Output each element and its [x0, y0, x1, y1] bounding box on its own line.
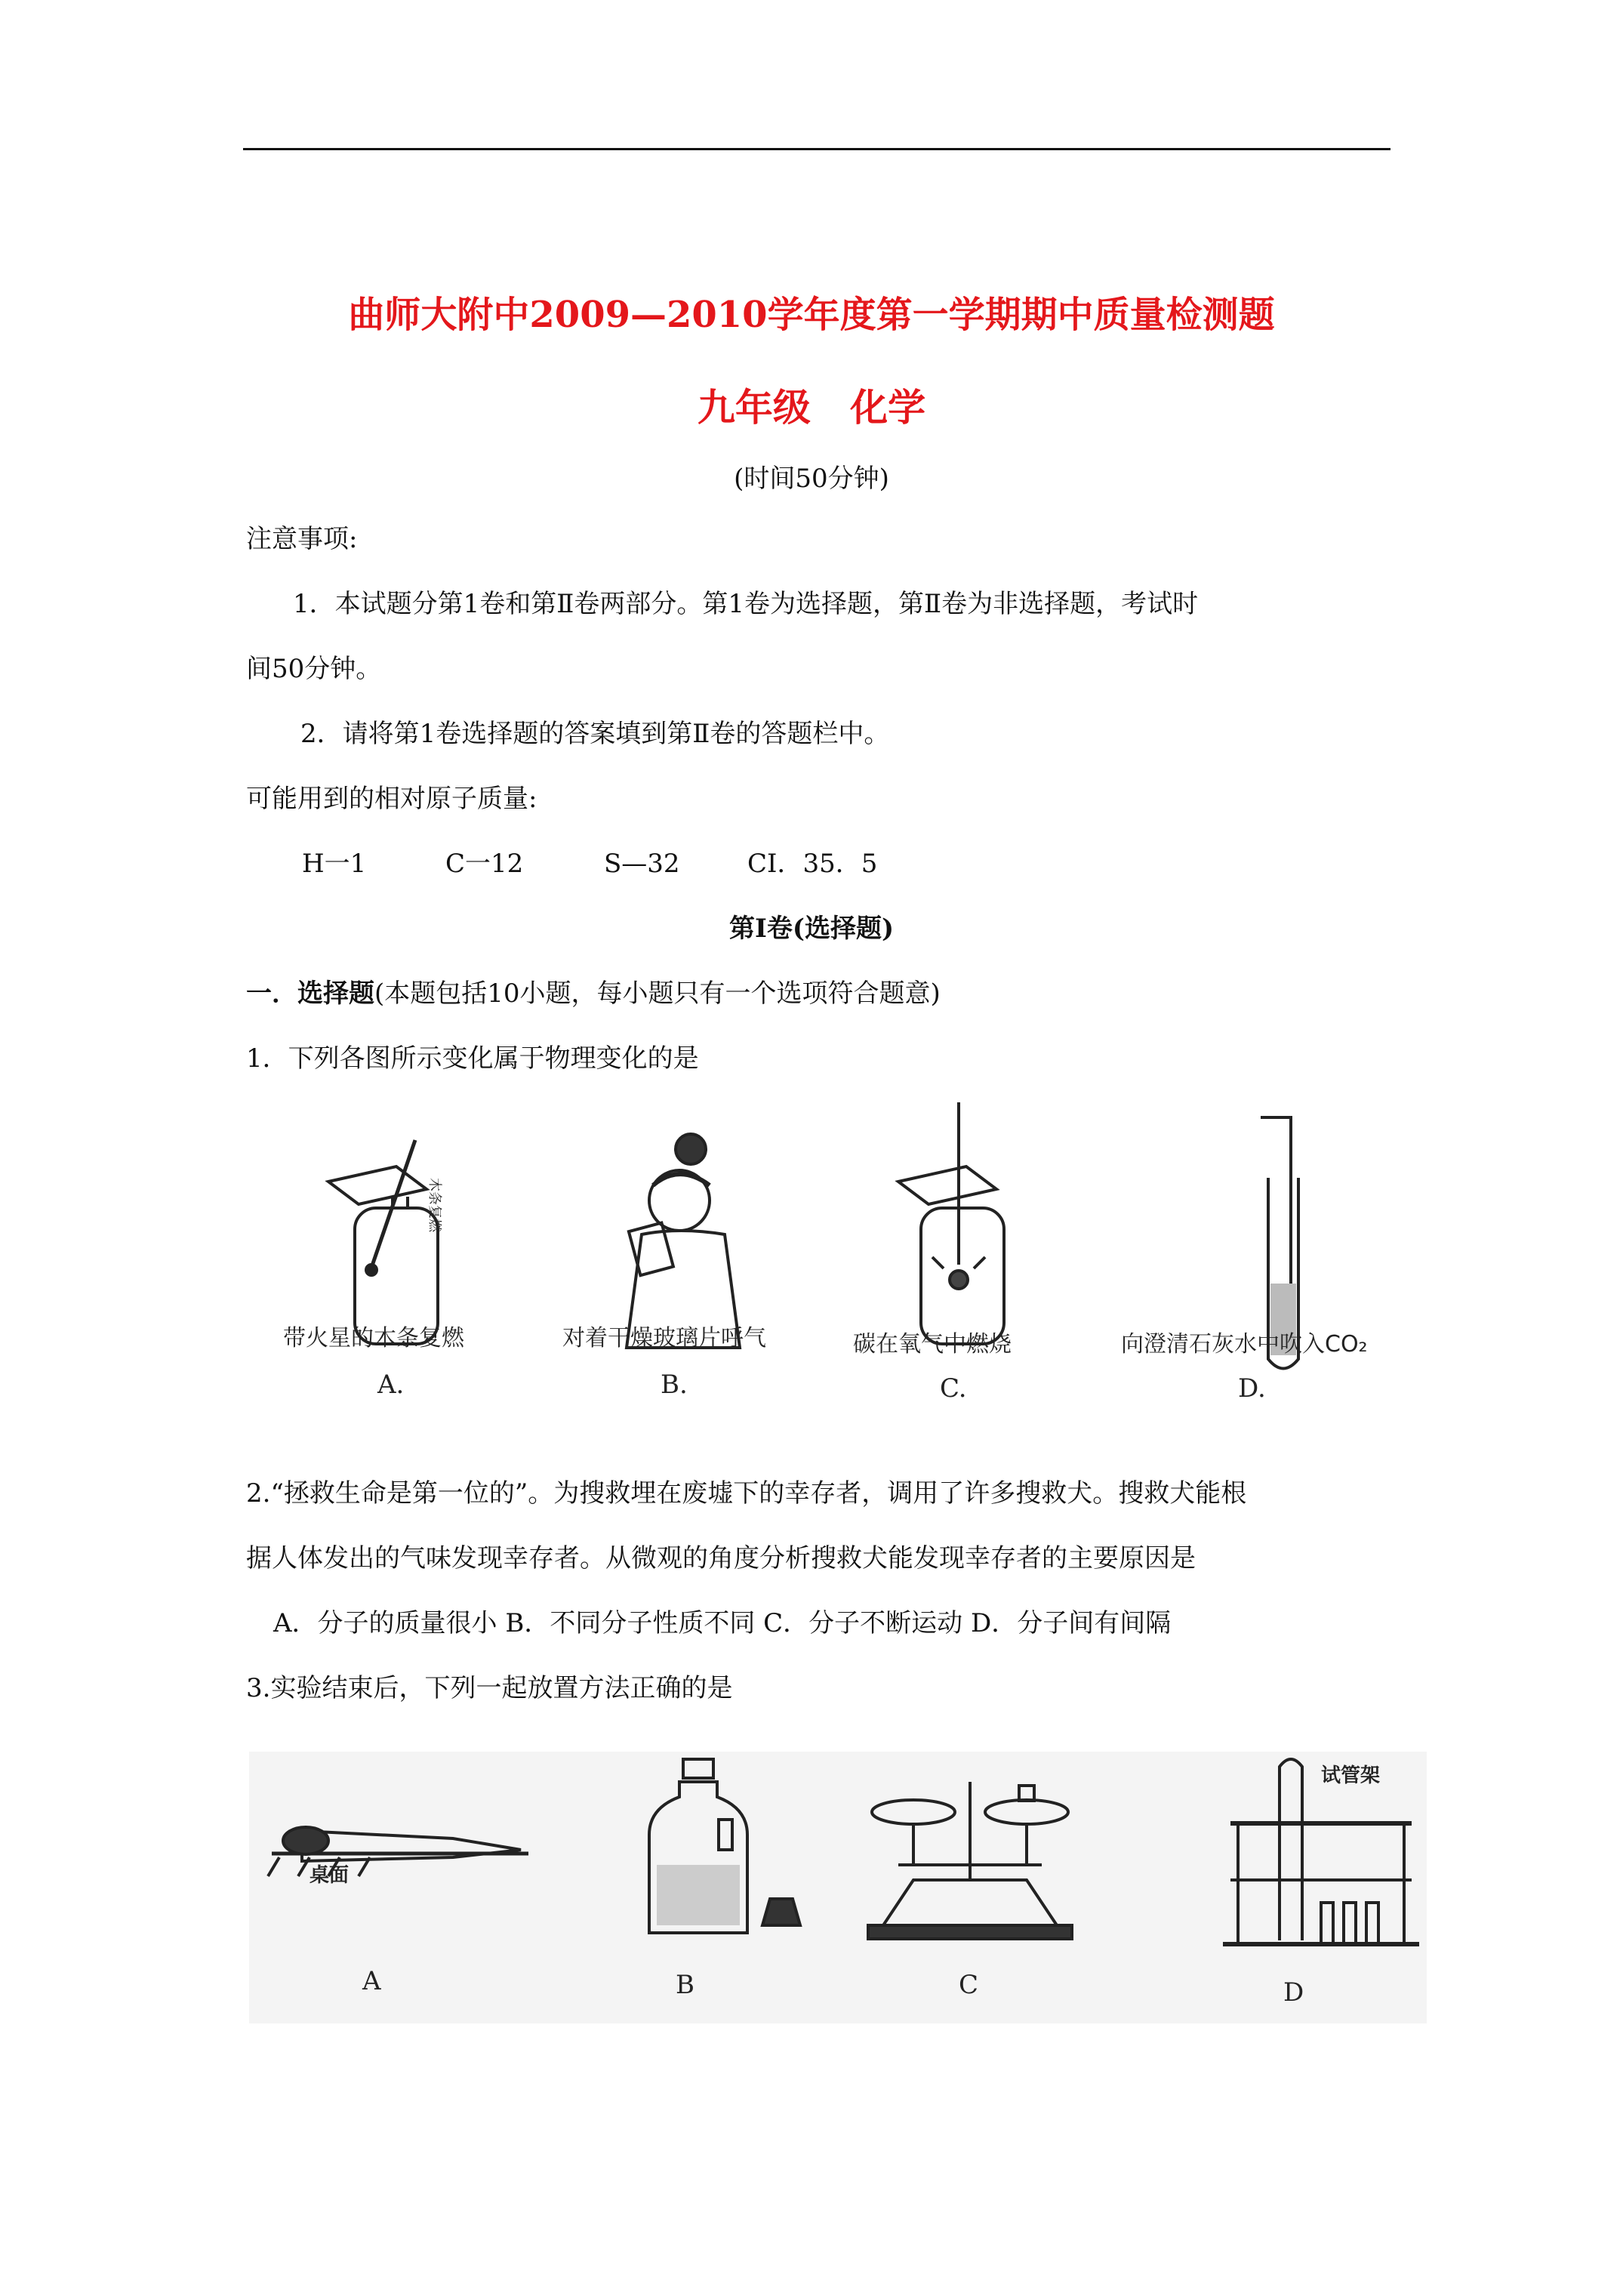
question-2-stem-line-2: 据人体发出的气味发现幸存者。从微观的角度分析搜救犬能发现幸存者的主要原因是: [246, 1543, 1196, 1573]
stick-label: 木条复燃: [427, 1178, 442, 1232]
exam-title: 曲师大附中2009—2010学年度第一学期期中质量检测题: [348, 294, 1275, 336]
exam-subtitle: 九年级 化学: [697, 385, 926, 430]
atomic-mass-heading: 可能用到的相对原子质量:: [246, 784, 537, 814]
q1-letter-c: C.: [940, 1373, 967, 1404]
table-label: 桌面: [310, 1864, 350, 1887]
q1-caption-b: 对着干燥玻璃片呼气: [562, 1325, 766, 1351]
section-heading: [246, 977, 941, 1010]
q1-caption-a: 带火星的木条复燃: [283, 1325, 464, 1351]
q1-caption-c: 碳在氧气中燃烧: [853, 1331, 1012, 1358]
girl-breathing-icon: [627, 1134, 740, 1348]
rack-label: 试管架: [1321, 1764, 1381, 1787]
section-note: (本题包括10小题，每小题只有一个选项符合题意): [374, 978, 941, 1009]
q1-letter-a: A.: [377, 1370, 405, 1400]
q3-letter-a: A: [362, 1966, 381, 1996]
q3-letter-d: D: [1283, 1977, 1304, 2008]
q1-caption-d: 向澄清石灰水中吹入CO₂: [1121, 1331, 1368, 1358]
question-2-stem-line-1: 2.“拯救生命是第一位的”。为搜救埋在废墟下的幸存者，调用了许多搜救犬。搜救犬能根: [246, 1478, 1247, 1509]
note-item-1-line-2: 间50分钟。: [246, 654, 382, 684]
atomic-mass-cl: CI．35．5: [747, 849, 878, 879]
atomic-mass-h: H一1: [302, 849, 367, 879]
q1-letter-b: B.: [661, 1370, 688, 1400]
exam-time: (时间50分钟): [734, 464, 889, 494]
atomic-mass-c: C一12: [445, 849, 524, 879]
q3-letter-c: C: [959, 1970, 979, 2000]
jar-with-stick-icon: [328, 1140, 438, 1344]
question-3-figure: [249, 1752, 1427, 2023]
atomic-mass-s: S—32: [604, 849, 680, 879]
question-1-figure: [257, 1095, 1397, 1412]
jar-burning-carbon-icon: [898, 1102, 1004, 1344]
part1-heading: 第Ⅰ卷(选择题): [728, 914, 895, 944]
notes-heading: 注意事项:: [246, 524, 358, 554]
q1-letter-d: D.: [1238, 1373, 1266, 1404]
figure-background: [249, 1752, 1427, 2023]
section-label: 一．选择题: [246, 978, 374, 1009]
question-1-stem: 1．下列各图所示变化属于物理变化的是: [246, 1043, 699, 1074]
note-item-2: 2．请将第1卷选择题的答案填到第Ⅱ卷的答题栏中。: [300, 719, 890, 749]
question-3-stem: 3.实验结束后，下列一起放置方法正确的是: [246, 1673, 733, 1703]
note-item-1-line-1: 1．本试题分第1卷和第Ⅱ卷两部分。第1卷为选择题，第Ⅱ卷为非选择题，考试时: [293, 589, 1199, 619]
question-2-options: A．分子的质量很小 B．不同分子性质不同 C．分子不断运动 D．分子间有间隔: [273, 1608, 1172, 1638]
q3-letter-b: B: [676, 1970, 694, 2000]
header-rule: [243, 148, 1390, 150]
